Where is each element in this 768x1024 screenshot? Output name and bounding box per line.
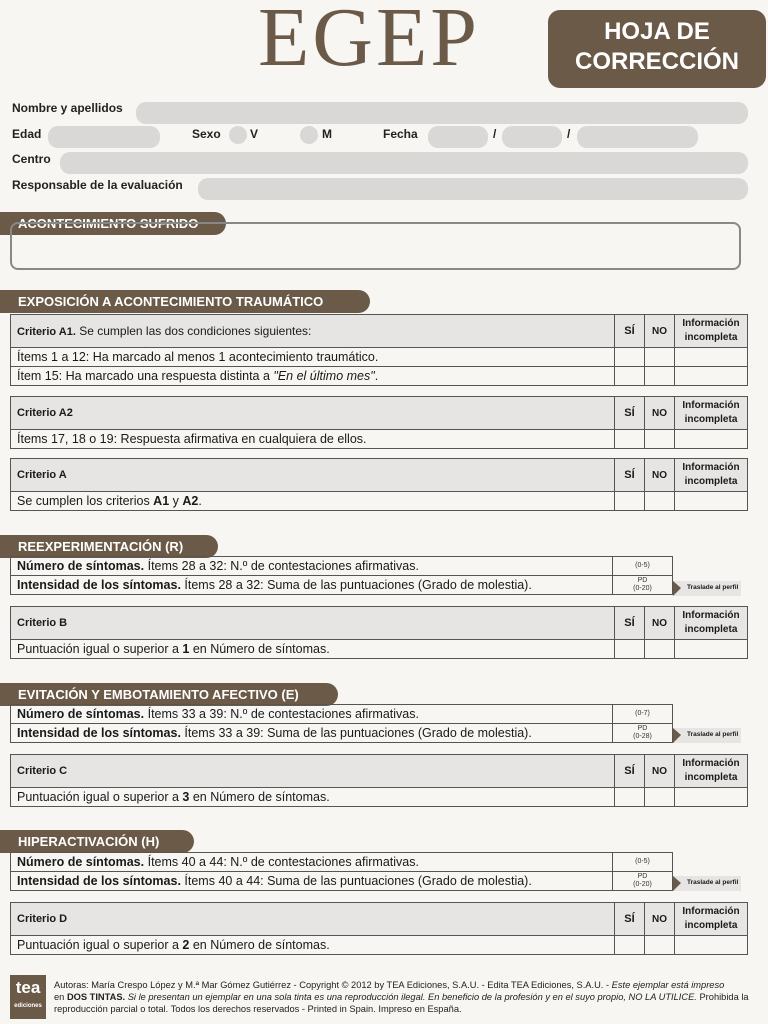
info-checkbox[interactable] [675, 348, 748, 367]
score-cell[interactable]: (0-7) [613, 705, 673, 724]
criterio-d-table [10, 902, 748, 955]
centro-field[interactable] [60, 152, 748, 174]
criterio-a2-table [10, 396, 748, 449]
fecha-day-field[interactable] [428, 126, 488, 148]
footer-copyright: Autoras: María Crespo López y M.ª Mar Gómez Gutiérrez - Copyright © 2012 by TEA Ediciones, S.A.U. - Edita TEA Ediciones, S.A.U. - Este ejemplar está impreso en DOS TINTAS. Si le presentan un ejemplar en una sola tinta es una reproducción ilegal. En beneficio de la profesión y en el suyo propio, NO LA UTILICE. Prohibida la reproducción parcial o total. Todos los derechos reservados - Printed in Spain. Impreso en España. [54, 980, 749, 1014]
info-header: Información incompleta [675, 903, 748, 936]
si-header: SÍ [615, 607, 645, 640]
badge-line-2: CORRECCIÓN [574, 48, 739, 75]
score-cell[interactable]: PD (0-20) [613, 872, 673, 891]
si-checkbox[interactable] [615, 640, 645, 659]
tea-logo: tea ediciones [10, 975, 46, 1019]
info-header: Información incompleta [675, 755, 748, 788]
score-cell[interactable]: PD (0-20) [613, 576, 673, 595]
no-checkbox[interactable] [645, 430, 675, 449]
criterio-b-table [10, 606, 748, 659]
reexp-symptoms-table [10, 556, 673, 595]
section-hiperactivacion: HIPERACTIVACIÓN (H) [0, 830, 194, 853]
table-row: Puntuación igual o superior a 2 en Número de síntomas. [11, 936, 748, 955]
si-checkbox[interactable] [615, 788, 645, 807]
table-row: Ítems 17, 18 o 19: Respuesta afirmativa en cualquiera de ellos. [11, 430, 748, 449]
score-cell[interactable]: (0-5) [613, 853, 673, 872]
score-cell[interactable]: (0-5) [613, 557, 673, 576]
table-row: Intensidad de los síntomas. Ítems 40 a 44: Suma de las puntuaciones (Grado de molestia). PD (0-20) [11, 872, 673, 891]
nombre-field[interactable] [136, 102, 748, 124]
info-header: Información incompleta [675, 397, 748, 430]
si-header: SÍ [615, 903, 645, 936]
no-header: NO [645, 755, 675, 788]
no-checkbox[interactable] [645, 492, 675, 511]
criterio-a2-header: Criterio A2 [11, 397, 615, 430]
criterio-a1-header: Criterio A1. Se cumplen las dos condiciones siguientes: [11, 315, 615, 348]
section-reexperimentacion: REEXPERIMENTACIÓN (R) [0, 535, 218, 558]
table-row: Ítems 1 a 12: Ha marcado al menos 1 acontecimiento traumático. [11, 348, 748, 367]
si-checkbox[interactable] [615, 367, 645, 386]
sexo-v-radio[interactable] [229, 126, 247, 144]
sexo-m-radio[interactable] [300, 126, 318, 144]
info-checkbox[interactable] [675, 430, 748, 449]
info-header: Información incompleta [675, 315, 748, 348]
table-row: Intensidad de los síntomas. Ítems 33 a 39: Suma de las puntuaciones (Grado de molestia). PD (0-28) [11, 724, 673, 743]
si-checkbox[interactable] [615, 936, 645, 955]
si-header: SÍ [615, 397, 645, 430]
criterio-a-table [10, 458, 748, 511]
fecha-month-field[interactable] [502, 126, 562, 148]
traslade-arrow: Traslade al perfil [673, 581, 741, 596]
si-header: SÍ [615, 315, 645, 348]
criterio-a1-table [10, 314, 748, 386]
table-row: Número de síntomas. Ítems 40 a 44: N.º de contestaciones afirmativas. (0-5) [11, 853, 673, 872]
section-evitacion: EVITACIÓN Y EMBOTAMIENTO AFECTIVO (E) [0, 683, 338, 706]
badge-line-1: HOJA DE [604, 18, 710, 45]
evitacion-symptoms-table [10, 704, 673, 743]
section-acontecimiento: ACONTECIMIENTO SUFRIDO [0, 212, 226, 235]
no-checkbox[interactable] [645, 367, 675, 386]
fecha-slash-2: / [567, 127, 571, 141]
si-checkbox[interactable] [615, 492, 645, 511]
criterio-c-header: Criterio C [11, 755, 615, 788]
table-row: Ítem 15: Ha marcado una respuesta distinta a "En el último mes". [11, 367, 748, 386]
no-header: NO [645, 903, 675, 936]
responsable-field[interactable] [198, 178, 748, 200]
fecha-slash-1: / [493, 127, 497, 141]
no-header: NO [645, 459, 675, 492]
no-checkbox[interactable] [645, 348, 675, 367]
hiper-symptoms-table [10, 852, 673, 891]
nombre-label: Nombre y apellidos [12, 101, 123, 115]
si-checkbox[interactable] [615, 430, 645, 449]
table-row: Puntuación igual o superior a 3 en Número de síntomas. [11, 788, 748, 807]
score-cell[interactable]: PD (0-28) [613, 724, 673, 743]
criterio-b-header: Criterio B [11, 607, 615, 640]
fecha-year-field[interactable] [577, 126, 698, 148]
criterio-d-header: Criterio D [11, 903, 615, 936]
hoja-correccion-badge [548, 10, 766, 88]
criterio-a-header: Criterio A [11, 459, 615, 492]
si-checkbox[interactable] [615, 348, 645, 367]
info-checkbox[interactable] [675, 640, 748, 659]
sexo-m-label: M [322, 127, 332, 141]
no-header: NO [645, 397, 675, 430]
traslade-arrow: Traslade al perfil [673, 876, 741, 891]
table-row: Intensidad de los síntomas. Ítems 28 a 32: Suma de las puntuaciones (Grado de molestia). PD (0-20) [11, 576, 673, 595]
traslade-arrow: Traslade al perfil [673, 728, 741, 743]
responsable-label: Responsable de la evaluación [12, 178, 183, 192]
no-checkbox[interactable] [645, 640, 675, 659]
info-header: Información incompleta [675, 459, 748, 492]
info-checkbox[interactable] [675, 492, 748, 511]
egep-logo: EGEP [258, 0, 480, 84]
info-header: Información incompleta [675, 607, 748, 640]
info-checkbox[interactable] [675, 367, 748, 386]
si-header: SÍ [615, 755, 645, 788]
edad-field[interactable] [48, 126, 160, 148]
fecha-label: Fecha [383, 127, 418, 141]
acontecimiento-textarea[interactable] [10, 222, 741, 270]
table-row: Número de síntomas. Ítems 28 a 32: N.º de contestaciones afirmativas. (0-5) [11, 557, 673, 576]
sexo-label: Sexo [192, 127, 221, 141]
sexo-v-label: V [250, 127, 259, 141]
no-checkbox[interactable] [645, 788, 675, 807]
section-exposicion: EXPOSICIÓN A ACONTECIMIENTO TRAUMÁTICO [0, 290, 370, 313]
no-header: NO [645, 607, 675, 640]
criterio-c-table [10, 754, 748, 807]
table-row: Se cumplen los criterios A1 y A2. [11, 492, 748, 511]
table-row: Puntuación igual o superior a 1 en Número de síntomas. [11, 640, 748, 659]
table-row: Número de síntomas. Ítems 33 a 39: N.º de contestaciones afirmativas. (0-7) [11, 705, 673, 724]
no-checkbox[interactable] [645, 936, 675, 955]
no-header: NO [645, 315, 675, 348]
info-checkbox[interactable] [675, 936, 748, 955]
edad-label: Edad [12, 127, 42, 141]
si-header: SÍ [615, 459, 645, 492]
centro-label: Centro [12, 152, 51, 166]
info-checkbox[interactable] [675, 788, 748, 807]
